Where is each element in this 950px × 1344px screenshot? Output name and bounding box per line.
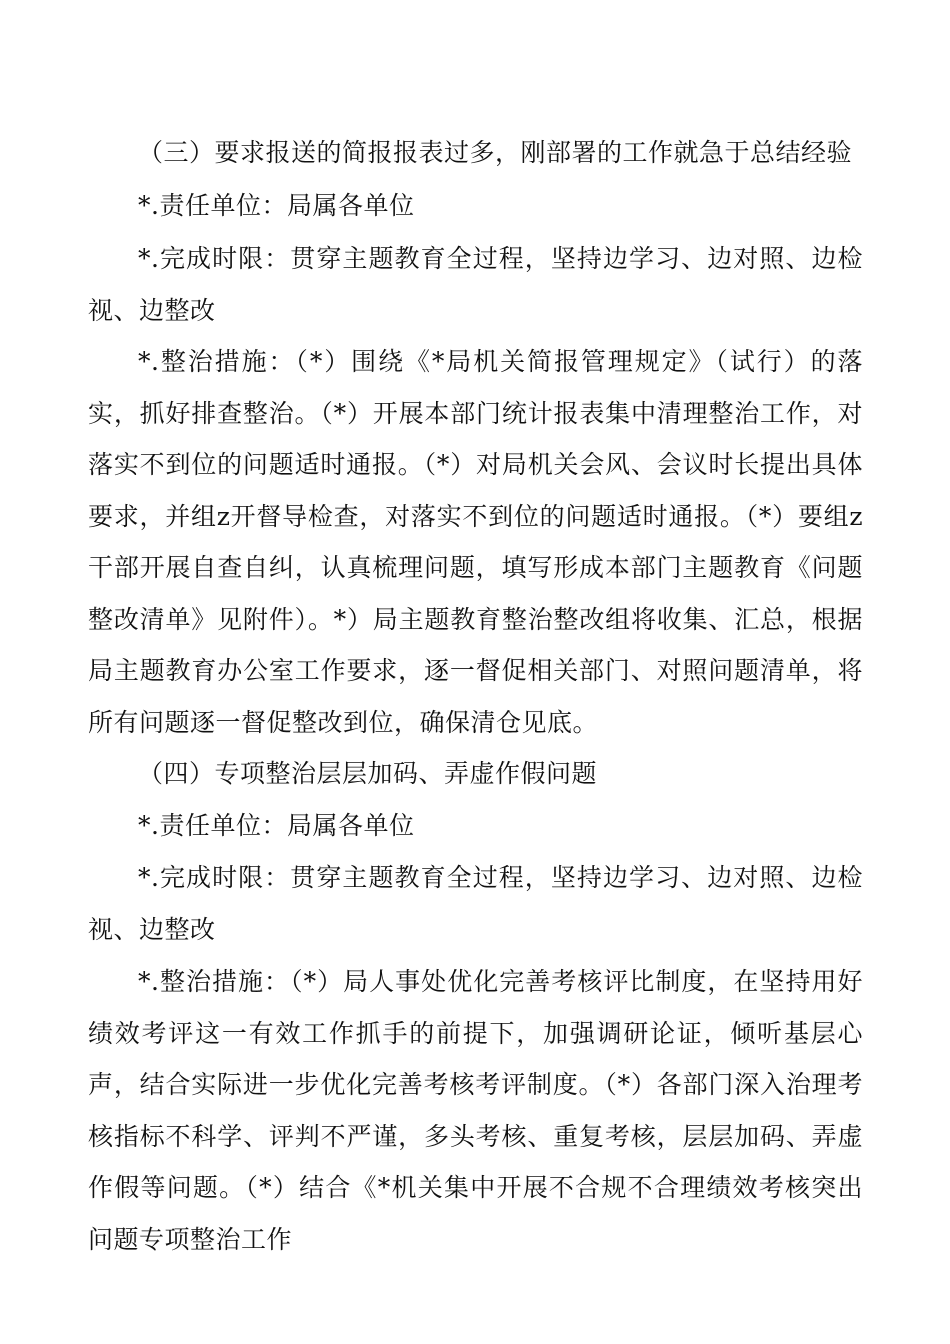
section-heading-4: （四）专项整治层层加码、弄虚作假问题: [138, 759, 598, 788]
section-heading-3: （三）要求报送的简报报表过多，刚部署的工作就急于总结经验: [138, 138, 853, 167]
deadline-4: *.完成时限：贯穿主题教育全过程，坚持边学习、边对照、边检视、边整改: [88, 863, 863, 944]
responsible-unit-3: *.责任单位：局属各单位: [138, 191, 415, 220]
responsible-unit-4: *.责任单位：局属各单位: [138, 811, 415, 840]
deadline-3: *.完成时限：贯穿主题教育全过程，坚持边学习、边对照、边检视、边整改: [88, 244, 863, 325]
measures-4: *.整治措施：（*）局人事处优化完善考核评比制度，在坚持用好绩效考评这一有效工作抓手的前提下，加强调研论证，倾听基层心声，结合实际进一步优化完善考核考评制度。（*）各部门深入治理考核指标不科学、评判不严谨，多头考核、重复考核，层层加码、弄虚作假等问题。（*）结合《*机关集中开展不合规不合理绩效考核突出问题专项整治工作: [88, 967, 863, 1254]
measures-3: *.整治措施：（*）围绕《*局机关简报管理规定》（试行）的落实，抓好排查整治。（*）开展本部门统计报表集中清理整治工作，对落实不到位的问题适时通报。（*）对局机关会风、会议时长提出具体要求，并组z开督导检查，对落实不到位的问题适时通报。（*）要组z干部开展自查自纠，认真梳理问题，填写形成本部门主题教育《问题整改清单》见附件）。*）局主题教育整治整改组将收集、汇总，根据局主题教育办公室工作要求，逐一督促相关部门、对照问题清单，将所有问题逐一督促整改到位，确保清仓见底。: [88, 347, 863, 737]
